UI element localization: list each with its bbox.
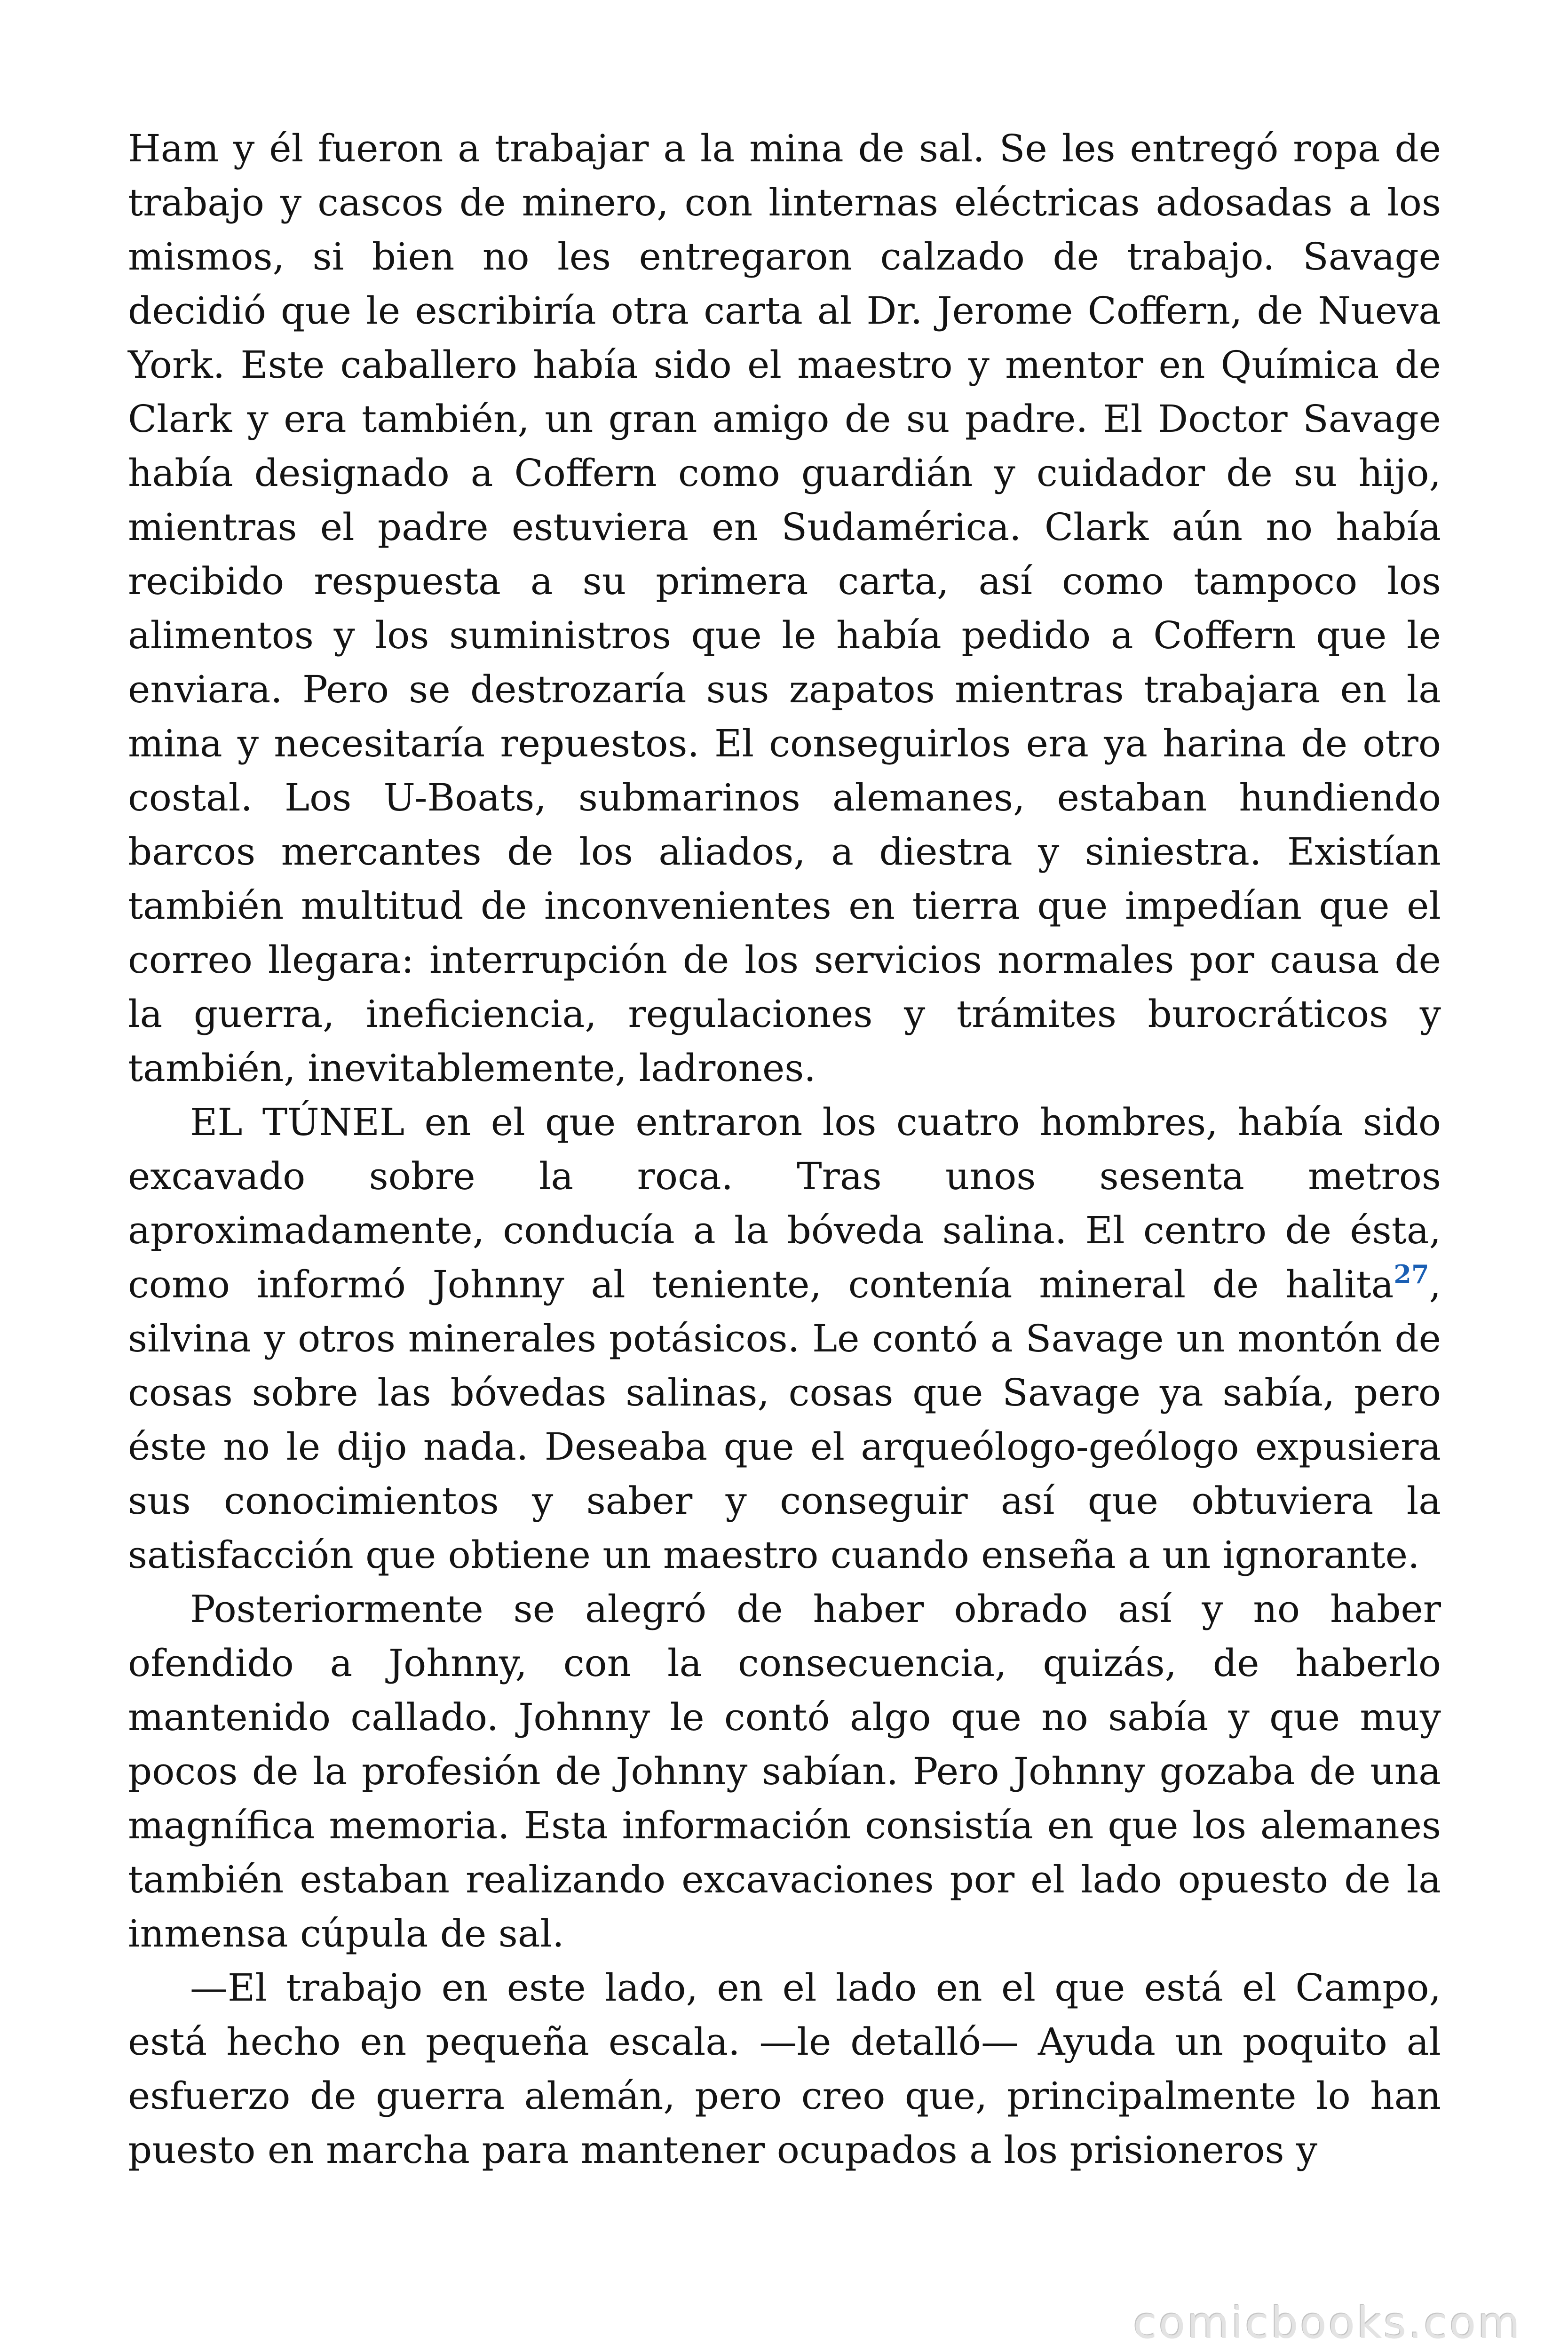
paragraph-2-text-after: , silvina y otros minerales potásicos. Le contó a Savage un montón de cosas sobre las bóvedas salinas, cosas que Savage ya sabía, pero éste no le dijo nada. Deseaba que el arqueólogo-geólogo expusiera sus conocimientos y saber y conseguir así que obtuviera la satisfacción que obtiene un maestro cuando enseña a un ignorante.: [128, 1263, 1441, 1577]
paragraph-2: [128, 1095, 1441, 1582]
paragraph-1: Ham y él fueron a trabajar a la mina de sal. Se les entregó ropa de trabajo y cascos de minero, con linternas eléctricas adosadas a los mismos, si bien no les entregaron calzado de trabajo. Savage decidió que le escribiría otra carta al Dr. Jerome Coffern, de Nueva York. Este caballero había sido el maestro y mentor en Química de Clark y era también, un gran amigo de su padre. El Doctor Savage había designado a Coffern como guardián y cuidador de su hijo, mientras el padre estuviera en Sudamérica. Clark aún no había recibido respuesta a su primera carta, así como tampoco los alimentos y los suministros que le había pedido a Coffern que le enviara. Pero se destrozaría sus zapatos mientras trabajara en la mina y necesitaría repuestos. El conseguirlos era ya harina de otro costal. Los U-Boats, submarinos alemanes, estaban hundiendo barcos mercantes de los aliados, a diestra y siniestra. Existían también multitud de inconvenientes en tierra que impedían que el correo llegara: interrupción de los servicios normales por causa de la guerra, ineficiencia, regulaciones y trámites burocráticos y también, inevitablemente, ladrones.: [128, 127, 1441, 1090]
footnote-ref-link[interactable]: 27: [1394, 1259, 1429, 1289]
paragraph-4: —El trabajo en este lado, en el lado en el que está el Campo, está hecho en pequeña escala. —le detalló— Ayuda un poquito al esfuerzo de guerra alemán, pero creo que, principalmente lo han puesto en marcha para mantener ocupados a los prisioneros y: [128, 1966, 1441, 2172]
paragraph-3: Posteriormente se alegró de haber obrado así y no haber ofendido a Johnny, con la consecuencia, quizás, de haberlo mantenido callado. Johnny le contó algo que no sabía y que muy pocos de la profesión de Johnny sabían. Pero Johnny gozaba de una magnífica memoria. Esta información consistía en que los alemanes también estaban realizando excavaciones por el lado opuesto de la inmensa cúpula de sal.: [128, 1587, 1441, 1955]
page-body: [128, 121, 1441, 2177]
watermark-logo: comicbooks.com: [1133, 2298, 1522, 2348]
paragraph-2-text-before: EL TÚNEL en el que entraron los cuatro hombres, había sido excavado sobre la roca. Tras unos sesenta metros aproximadamente, conducía a la bóveda salina. El centro de ésta, como informó Johnny al teniente, contenía mineral de halita: [128, 1100, 1441, 1306]
